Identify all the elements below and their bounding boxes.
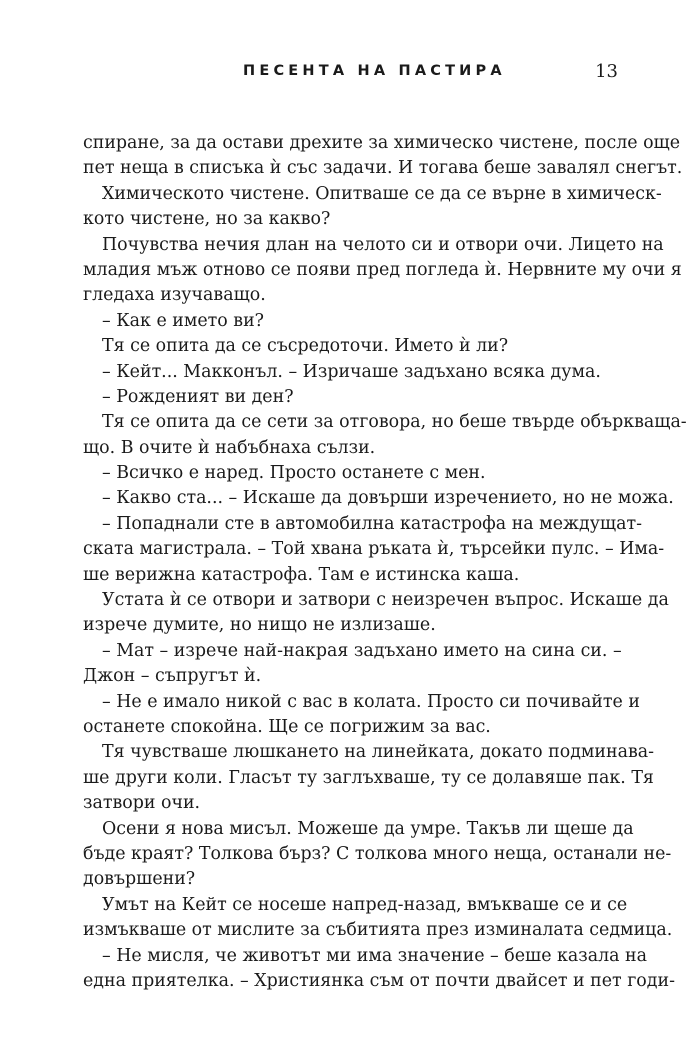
text-line: Тя чувстваше люшкането на линейката, докато подминава-: [102, 742, 655, 763]
text-line: пет неща в списъка ѝ със задачи. И тогава беше завалял снегът.: [83, 158, 683, 179]
text-line: Тя се опита да се сети за отговора, но беше твърде объркваща-: [102, 412, 687, 433]
text-line: Почувства нечия длан на челото си и отвори очи. Лицето на: [102, 234, 664, 255]
text-line: – Попаднали сте в автомобилна катастрофа на междущат-: [102, 513, 642, 534]
text-line: Умът на Кейт се носеше напред-назад, вмъкваше се и се: [102, 894, 628, 915]
text-line: ше верижна катастрофа. Там е истинска каша.: [83, 564, 520, 585]
text-line: – Не мисля, че животът ми има значение – беше казала на: [102, 945, 648, 966]
text-line: Химическото чистене. Опитваше се да се върне в химическ-: [102, 183, 662, 204]
text-line: що. В очите ѝ набъбнаха сълзи.: [83, 437, 376, 458]
text-line: измъкваше от мислите за събитията през изминалата седмица.: [83, 920, 673, 941]
running-header: [0, 63, 700, 87]
text-line: Осени я нова мисъл. Можеше да умре. Такъв ли щеше да: [102, 818, 634, 839]
text-line: довършени?: [83, 869, 196, 890]
text-line: Тя се опита да се съсредоточи. Името ѝ ли?: [102, 336, 509, 357]
text-line: – Как е името ви?: [102, 310, 265, 331]
page-number: 13: [595, 61, 618, 82]
text-line: ше други коли. Гласът ту заглъхваше, ту се долавяше пак. Тя: [83, 767, 654, 788]
text-line: младия мъж отново се появи пред погледа ѝ. Нервните му очи я: [83, 259, 682, 280]
text-line: една приятелка. – Християнка съм от почти двайсет и пет годи-: [83, 970, 675, 991]
text-line: изрече думите, но нищо не излизаше.: [83, 615, 436, 636]
text-line: – Какво ста... – Искаше да довърши изречението, но не можа.: [102, 488, 674, 509]
text-line: Джон – съпругът ѝ.: [83, 666, 262, 687]
text-line: – Рожденият ви ден?: [102, 386, 294, 407]
body-text: [83, 131, 687, 994]
text-line: останете спокойна. Ще се погрижим за вас.: [83, 716, 491, 737]
text-line: – Кейт... Макконъл. – Изричаше задъхано всяка дума.: [102, 361, 601, 382]
text-line: ската магистрала. – Той хвана ръката ѝ, търсейки пулс. – Има-: [83, 539, 665, 560]
text-line: – Мат – изрече най-накрая задъхано името на сина си. –: [102, 640, 622, 661]
text-line: затвори очи.: [83, 793, 201, 814]
text-line: спиране, за да остави дрехите за химическо чистене, после още: [83, 133, 680, 153]
running-title: ПЕСЕНТА НА ПАСТИРА: [243, 63, 506, 79]
text-line: – Не е имало никой с вас в колата. Просто си почивайте и: [102, 691, 640, 712]
text-line: – Всичко е наред. Просто останете с мен.: [102, 463, 486, 484]
text-line: гледаха изучаващо.: [83, 285, 266, 306]
text-line: Устата ѝ се отвори и затвори с неизречен въпрос. Искаше да: [102, 590, 669, 611]
text-line: кото чистене, но за какво?: [83, 209, 331, 230]
text-line: бъде краят? Толкова бърз? С толкова много неща, останали не-: [83, 843, 672, 864]
